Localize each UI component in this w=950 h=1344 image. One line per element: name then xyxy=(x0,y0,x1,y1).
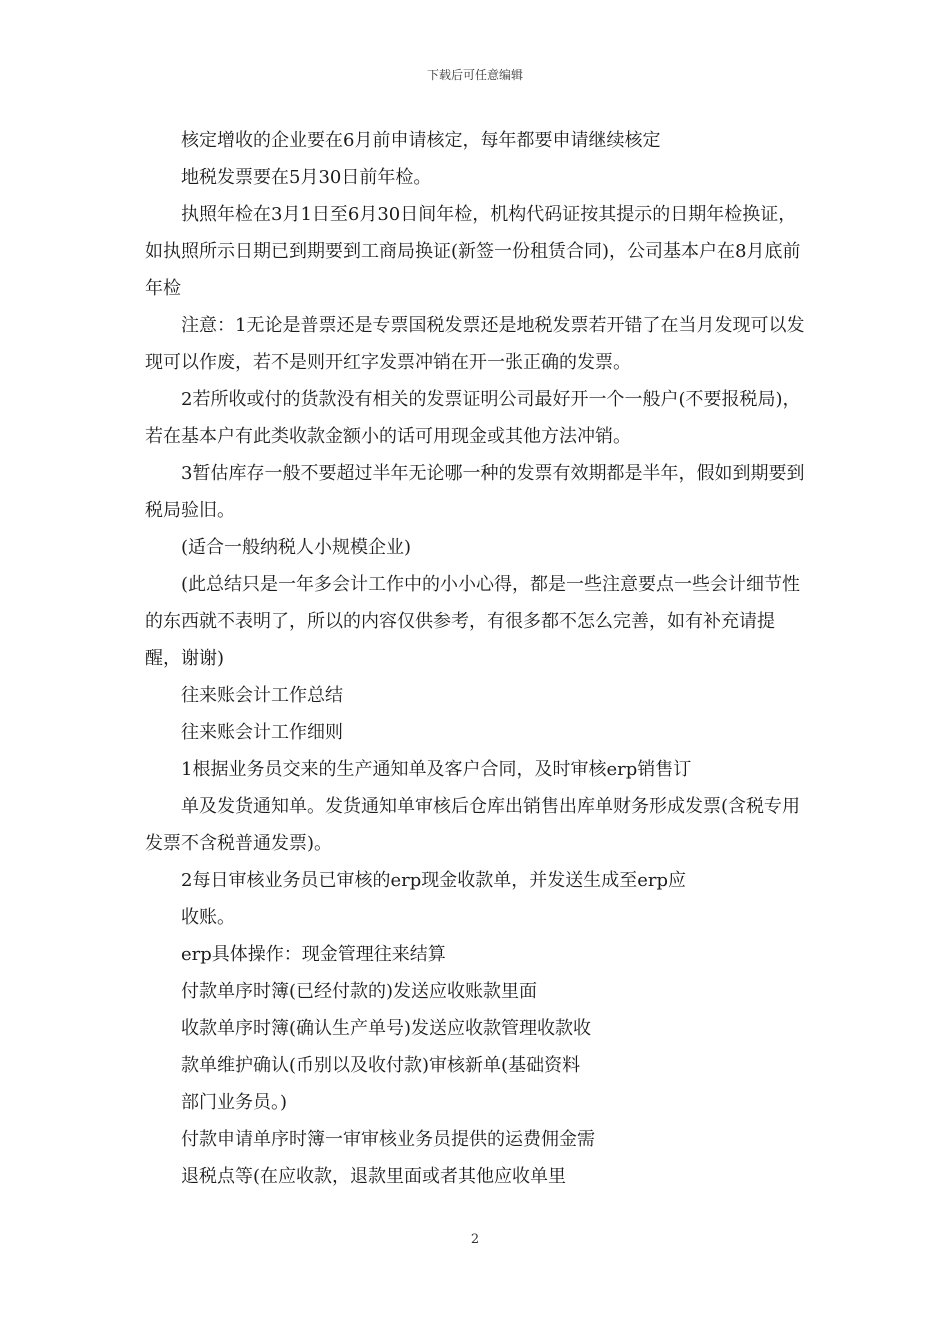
paragraph: 收款单序时簿(确认生产单号)发送应收款管理收款收 xyxy=(181,1018,592,1039)
paragraph: (此总结只是一年多会计工作中的小小心得，都是一些注意要点一些会计细节性的东西就不表明了，所以的内容仅供参考，有很多都不怎么完善，如有补充请提醒，谢谢) xyxy=(145,574,801,669)
paragraph: 3暂估库存一般不要超过半年无论哪一种的发票有效期都是半年，假如到期要到税局验旧。 xyxy=(145,463,805,521)
paragraph: (适合一般纳税人小规模企业) xyxy=(181,537,412,558)
paragraph: 往来账会计工作细则 xyxy=(181,722,343,743)
paragraph: 核定增收的企业要在6月前申请核定，每年都要申请继续核定 xyxy=(181,130,661,151)
page-header: 下载后可任意编辑 xyxy=(426,68,523,82)
paragraph: 2每日审核业务员已审核的erp现金收款单，并发送生成至erp应 xyxy=(181,870,687,891)
paragraph: 执照年检在3月1日至6月30日间年检，机构代码证按其提示的日期年检换证，如执照所示日期已到期要到工商局换证(新签一份租赁合同)，公司基本户在8月底前年检 xyxy=(145,204,801,299)
paragraph: 部门业务员。) xyxy=(181,1092,288,1113)
paragraph: 退税点等(在应收款，退款里面或者其他应收单里 xyxy=(181,1166,567,1187)
paragraph: 收账。 xyxy=(181,907,235,928)
paragraph: 2若所收或付的货款没有相关的发票证明公司最好开一个一般户(不要报税局)，若在基本户有此类收款金额小的话可用现金或其他方法冲销。 xyxy=(145,389,801,447)
paragraph: 注意：1无论是普票还是专票国税发票还是地税发票若开错了在当月发现可以发现可以作废，若不是则开红字发票冲销在开一张正确的发票。 xyxy=(145,315,805,373)
document-body xyxy=(145,122,807,1195)
paragraph: 付款申请单序时簿一审审核业务员提供的运费佣金需 xyxy=(181,1129,595,1150)
page-number: 2 xyxy=(470,1232,480,1247)
paragraph: 单及发货通知单。发货通知单审核后仓库出销售出库单财务形成发票(含税专用发票不含税普通发票)。 xyxy=(145,796,801,854)
paragraph: 付款单序时簿(已经付款的)发送应收账款里面 xyxy=(181,981,538,1002)
paragraph: erp具体操作：现金管理往来结算 xyxy=(181,944,446,965)
paragraph: 地税发票要在5月30日前年检。 xyxy=(181,167,432,188)
paragraph: 款单维护确认(币别以及收付款)审核新单(基础资料 xyxy=(181,1055,581,1076)
paragraph: 往来账会计工作总结 xyxy=(181,685,343,706)
paragraph: 1根据业务员交来的生产通知单及客户合同，及时审核erp销售订 xyxy=(181,759,692,780)
